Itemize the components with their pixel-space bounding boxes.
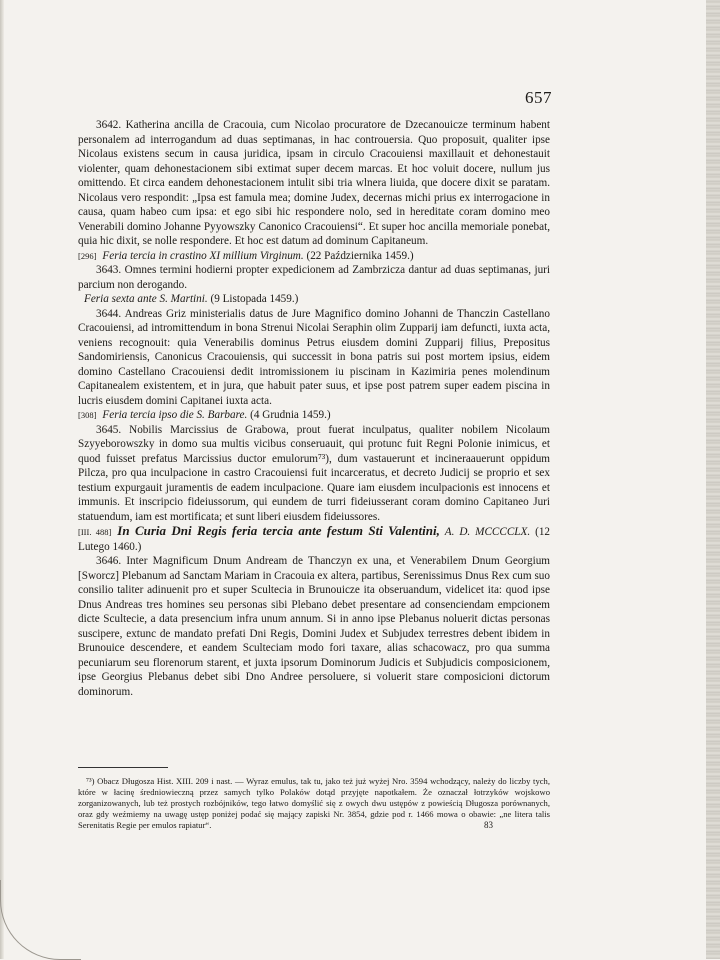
entry-3644: 3644. Andreas Griz ministerialis datus de Jure Magnifico domino Johanni de Thanczin Castellano Cracouiensi, ad intromittendum in bona Strenui Nicolai Seraphin olim Zupparij iam defuncti, iuxta acta, veniens recognouit: quia Venerabilis dominus Petrus eiusdem domini Zupparij filius, Prepositus Sandomiriensis, Canonicus Cracouiensis, qui successit in bona patris sui post mortem ipsius, eidem domino Castellano Cracouiensi dedit intromissionem iu piscinam in Kazimiria penes molendinum Capitanealem existentem, et in jura, que habuit pater suus, et ipse post patrem super eadem piscina in lucris eiusdem domini Capitanei iuxta acta.	[78, 307, 550, 407]
entry-3645: 3645. Nobilis Marcissius de Grabowa, prout fuerat inculpatus, qualiter nobilem Nicolaum Szyyeborowszky in domo sua multis vicibus conseruauit, qui protunc fuit Regni Polonie inimicus, et quod fuisset prefatus Marcissius ductor emulorum⁷³), dum vastauerunt et incineraauerunt oppidum Pilcza, pro qua inculpacione in castro Cracouiensi fuit incarceratus, et decreto Judicij se proprio et sex testium expurgauit juramentis de eadem inculpacione. Quare iam eiusdem inculpacionis est innocens et immunis. Et inscripcio fideiussorum, qui eundem de turri fideiusserant coram domino Capitaneo Juri statuendum, iam est mortificata; et sunt liberi eiusdem fideiussores.	[78, 423, 550, 523]
footnote-73: ⁷³) Obacz Długosza Hist. XIII. 209 i nast. — Wyraz emulus, tak tu, jako też już wyżej Nro. 3594 wchodzący, należy do liczby tych, które w łacinę średniowieczną przez samych tylko Polaków dotąd przyjęte napotkałem. Że oznaczał łotrzyków wojskowo zorganizowanych, lub też prostych rozbójników, tego łatwo domyślić się z owych dwu ustępów z powieścią Długosza porównanych, oraz gdy weźmiemy na uwagę ustęp poniżej podać się mający zapiski Nr. 3854, gdzie pod r. 1466 mowa o obawie: „ne litera talis Serenitatis Regie per emulos rapiatur“.	[78, 776, 550, 830]
entry-3643: 3643. Omnes termini hodierni propter expedicionem ad Zambrzicza dantur ad duas septimanas, juri parcium non derogando.	[78, 264, 550, 291]
dating-line: Feria sexta ante S. Martini. (9 Listopada 1459.)	[84, 293, 299, 305]
page-number: 657	[525, 88, 552, 107]
footnote-rule	[78, 767, 168, 768]
session-heading: [III. 488] In Curia Dni Regis feria tercia ante festum Sti Valentini, A. D. MCCCCLX. (12 Lutego 1460.)	[78, 523, 551, 553]
page-corner-curl	[0, 880, 81, 960]
signature-mark: 83	[484, 820, 493, 830]
entry-3646: 3646. Inter Magnificum Dnum Andream de Thanczyn ex una, et Venerabilem Dnum Georgium [Sworcz] Plebanum ad Sanctam Mariam in Cracouia ex altera, partibus, Serenissimus Dnus Rex cum suo consilio taliter adinuenit pro et super Scultecia in Brunouicze ita obseruandum, videlicet ita: quod ipse Dnus Andreas tres homines seu personas sibi Plebano debet presentare ad consenciendam empcionem dicte Scultecie, a data presencium infra unum annum. Si in anno ipse Plebanus noluerit dictas personas suscipere, extunc de mandato prefati Dni Regis, Domini Judex et Subjudex terrestres debent ibidem in Brunouice descendere, et eandem Sculteciam modo fori taxare, alias schacowacz, pro qua summa pecuniarum seu florenorum starent, et juxta ipsorum Dominorum Judicis et Subjudicis composicionem, ipse Georgius Plebanus debet sibi Dno Andree persoluere, si voluerit stare composicioni dictorum dominorum.	[78, 555, 550, 698]
dating-line: [308] Feria tercia ipso die S. Barbare. (4 Grudnia 1459.)	[78, 409, 331, 421]
page-edge-left	[0, 0, 4, 959]
page-edge-right	[706, 0, 720, 959]
footnotes	[78, 776, 550, 831]
entry-3642: 3642. Katherina ancilla de Cracouia, cum Nicolao procuratore de Dzecanouicze terminum habent personalem ad interrogandum ad duas septimanas, in hac controuersia. Quo proposuit, qualiter ipse Nicolaus existens secum in causa juridica, ipsam in circulo Cracouiensi maxillauit et dehonestauit violenter, quam dehonestacionem sibi extimat super decem marcas. Et hoc voluit docere, nullum jus omittendo. Et circa eandem dehonestacionem intulit sibi tria wlnera liuida, que docere dixit se paratam. Nicolaus vero respondit: „Ipsa est famula mea; domine Judex, decernas michi prius ex interrogacione in causa, quam habeo cum ipsa: et ego sibi hic respondere nolo, sed in hereditate coram domino meo Venerabili domino Johanne Pyyowszky Canonico Cracouiensi“. Et super hoc ancilla memoriale ponebat, quia hic dixit, se nolle respondere. Et hoc est datum ad dominum Capitaneum.	[78, 119, 550, 247]
dating-line: [296] Feria tercia in crastino XI millium Virginum. (22 Października 1459.)	[78, 249, 414, 262]
main-text	[78, 118, 550, 699]
